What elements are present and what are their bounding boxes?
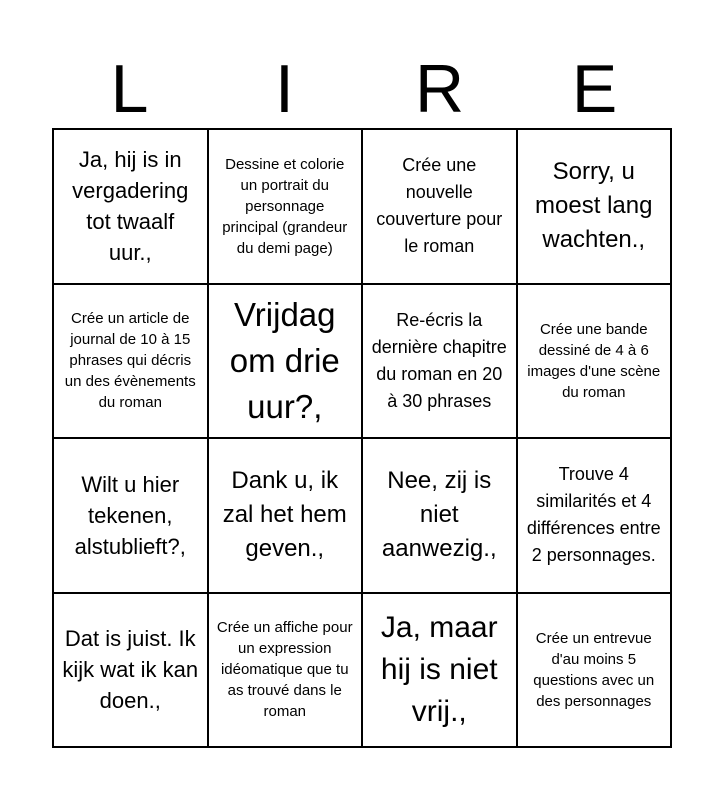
bingo-grid: [52, 128, 672, 748]
cell-text: Ja, hij is in vergadering tot twaalf uur.,: [72, 147, 189, 266]
bingo-cell[interactable]: [54, 594, 209, 749]
bingo-cell[interactable]: [54, 130, 209, 285]
cell-text: Sorry, u moest lang wachten.,: [535, 158, 653, 254]
cell-text: Vrijdag om drie uur?,: [229, 295, 340, 425]
bingo-cell[interactable]: [209, 285, 364, 440]
cell-text: Crée une bande dessiné de 4 à 6 images d'une scène du roman: [527, 320, 661, 401]
bingo-cell[interactable]: [54, 439, 209, 594]
cell-text: Crée un affiche pour un expression idéomatique que tu as trouvé dans le roman: [216, 619, 353, 721]
bingo-cell[interactable]: [363, 439, 518, 594]
bingo-cell[interactable]: [518, 285, 673, 440]
bingo-cell[interactable]: [209, 594, 364, 749]
bingo-cell[interactable]: [209, 439, 364, 594]
cell-text: Crée un entrevue d'au moins 5 questions avec un des personnages: [533, 629, 655, 710]
header-letter-r: R: [414, 51, 465, 127]
header-letter-e: E: [571, 51, 618, 127]
bingo-cell[interactable]: [518, 594, 673, 749]
bingo-cell[interactable]: [518, 439, 673, 594]
bingo-cell[interactable]: [518, 130, 673, 285]
cell-text: Crée un article de journal de 10 à 15 phrases qui décris un des évènements du roman: [64, 310, 196, 412]
cell-text: Dat is juist. Ik kijk wat ik kan doen.,: [62, 626, 199, 714]
bingo-cell[interactable]: [209, 130, 364, 285]
cell-text: Dank u, ik zal het hem geven.,: [222, 467, 347, 563]
bingo-cell[interactable]: [54, 285, 209, 440]
cell-text: Ja, maar hij is niet vrij.,: [380, 610, 498, 728]
bingo-cell[interactable]: [363, 594, 518, 749]
bingo-header: [52, 50, 672, 128]
cell-text: Wilt u hier tekenen, alstublieft?,: [74, 471, 186, 559]
cell-text: Re-écris la dernière chapitre du roman en 20 à 30 phrases: [371, 309, 507, 411]
bingo-cell[interactable]: [363, 285, 518, 440]
cell-text: Crée une nouvelle couverture pour le roman: [376, 155, 503, 257]
header-letter-i: I: [275, 51, 294, 127]
bingo-cell[interactable]: [363, 130, 518, 285]
header-letter-l: L: [110, 51, 149, 127]
cell-text: Nee, zij is niet aanwezig.,: [381, 467, 497, 563]
cell-text: Dessine et colorie un portrait du personnage principal (grandeur du demi page): [222, 155, 348, 257]
cell-text: Trouve 4 similarités et 4 différences entre 2 personnages.: [526, 464, 661, 566]
